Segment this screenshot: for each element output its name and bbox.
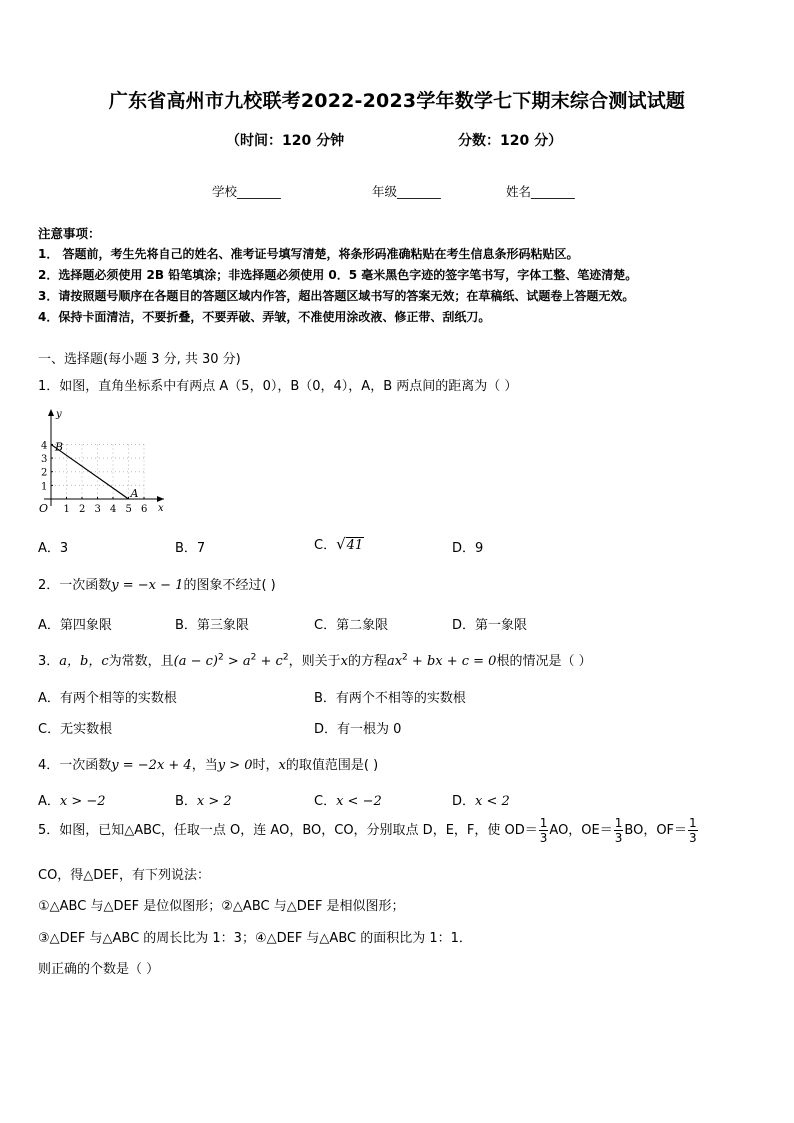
x-tick-label: 6: [141, 504, 148, 514]
exam-score: 分数：120 分）: [458, 133, 563, 149]
q1-option-d: D．9: [452, 541, 484, 556]
q4-option-c: C．x < −2: [314, 794, 382, 809]
fraction-one-third: $\frac{1}{3}$: [539, 816, 548, 845]
y-tick-label: 2: [41, 467, 48, 479]
q3-option-b: B．有两个不相等的实数根: [314, 691, 466, 706]
x-tick-label: 3: [94, 504, 101, 514]
x-axis-arrow: [157, 496, 164, 502]
question-5-statement-2: ③△DEF 与△ABC 的周长比为 1：3；④△DEF 与△ABC 的面积比为 1：1．: [38, 931, 472, 946]
exam-time: （时间：120 分钟: [226, 133, 345, 149]
note-item: 4．保持卡面清洁，不要折叠，不要弄破、弄皱，不准使用涂改液、修正带、刮纸刀。: [38, 310, 491, 324]
y-tick-label: 1: [41, 481, 48, 493]
q4-option-d: D．x < 2: [452, 794, 510, 809]
q1-option-c: C．√41: [314, 535, 364, 553]
y-tick-label: 3: [41, 454, 48, 466]
fraction-one-third: $\frac{1}{3}$: [689, 816, 697, 845]
point-b-label: B: [55, 440, 64, 454]
section-title: 一、选择题(每小题 3 分, 共 30 分): [38, 352, 241, 367]
question-5-line-1: 5．如图，已知△ABC，任取一点 O，连 AO，BO，CO，分别取点 D，E，F，使 OD＝ $\frac{1}{3}$ AO，OE＝ $\frac{1}{3}$ BO，OF＝ $\frac{1}{3}$: [38, 816, 697, 845]
note-item: 1． 答题前，考生先将自己的姓名、准考证号填写清楚，将条形码准确粘贴在考生信息条形码粘贴区。: [38, 247, 579, 261]
x-tick-label: 1: [63, 504, 70, 514]
q2-option-b: B．第三象限: [175, 618, 249, 633]
question-5-prompt: 则正确的个数是（ ）: [38, 962, 160, 977]
q4-option-b: B．x > 2: [175, 794, 232, 809]
school-field: 学校_______: [212, 184, 281, 199]
y-axis-arrow: [48, 409, 54, 416]
origin-label: O: [39, 502, 49, 514]
point-a-label: A: [130, 487, 139, 500]
sqrt-symbol: √41: [336, 535, 364, 553]
question-3: 3．a，b，c为常数，且$(a - c)^2 > a^2 + c^2$，则关于x的方程$ax^2$ + bx + c = 0根的情况是（ ）: [38, 652, 592, 669]
question-2: 2．一次函数y = −x − 1的图象不经过( ): [38, 578, 276, 593]
page-title: 广东省高州市九校联考2022-2023学年数学七下期末综合测试试题: [108, 90, 686, 112]
q2-option-c: C．第二象限: [314, 618, 389, 633]
grade-field: 年级_______: [372, 184, 441, 199]
q3-option-d: D．有一根为 0: [314, 722, 402, 737]
q1-option-a: A．3: [38, 541, 69, 556]
note-item: 2．选择题必须使用 2B 铅笔填涂；非选择题必须使用 0．5 毫米黑色字迹的签字笔书写，字体工整、笔迹清楚。: [38, 268, 638, 282]
q1-coordinate-graph: [36, 406, 170, 514]
notes-heading: 注意事项：: [38, 226, 101, 241]
question-5-line-2: CO，得△DEF，有下列说法：: [38, 868, 211, 883]
name-field: 姓名_______: [506, 184, 575, 199]
q3-option-a: A．有两个相等的实数根: [38, 691, 177, 706]
q3-option-c: C．无实数根: [38, 722, 113, 737]
q2-option-d: D．第一象限: [452, 618, 528, 633]
question-4: 4．一次函数y = −2x + 4，当y > 0时，x的取值范围是( ): [38, 758, 379, 773]
x-tick-label: 2: [79, 504, 86, 514]
x-tick-label: 4: [110, 504, 117, 514]
fraction-one-third: $\frac{1}{3}$: [614, 816, 623, 845]
y-tick-label: 4: [41, 440, 48, 452]
y-axis-label: y: [56, 409, 62, 420]
q1-option-b: B．7: [175, 541, 206, 556]
note-item: 3．请按照题号顺序在各题目的答题区域内作答，超出答题区域书写的答案无效；在草稿纸、试题卷上答题无效。: [38, 289, 635, 303]
question-5-statement-1: ①△ABC 与△DEF 是位似图形；②△ABC 与△DEF 是相似图形；: [38, 899, 405, 914]
q2-option-a: A．第四象限: [38, 618, 112, 633]
question-1: 1．如图，直角坐标系中有两点 A（5，0），B（0，4），A，B 两点间的距离为（ ）: [38, 379, 518, 394]
x-tick-label: 5: [125, 504, 132, 514]
x-axis-label: x: [158, 503, 164, 514]
q4-option-a: A．x > −2: [38, 794, 106, 809]
